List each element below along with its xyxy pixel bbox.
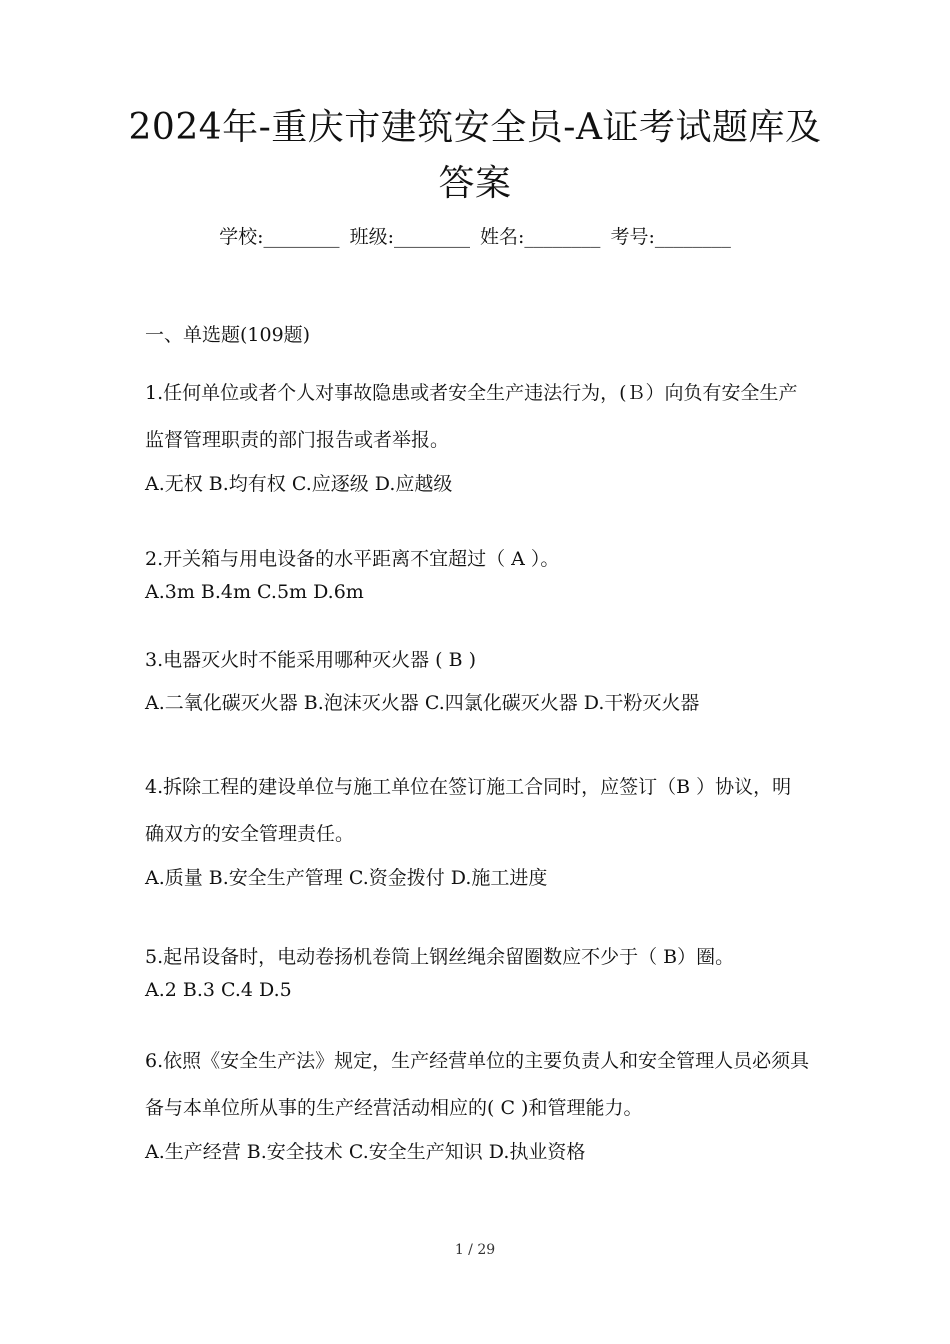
question-stem: 1.任何单位或者个人对事故隐患或者安全生产违法行为，(Ｂ）向负有安全生产监督管理职责的部门报告或者举报。 xyxy=(145,382,798,451)
question-options: A.3m B.4m C.5m D.6m xyxy=(145,581,364,603)
question-options: A.无权 B.均有权 C.应逐级 D.应越级 xyxy=(145,473,453,495)
class-field: 班级:________ xyxy=(349,226,470,248)
document-title: 2024年-重庆市建筑安全员-A证考试题库及答案 xyxy=(128,107,822,204)
school-field: 学校:________ xyxy=(219,226,340,248)
question-stem: 5.起吊设备时，电动卷扬机卷筒上钢丝绳余留圈数应不少于（ B）圈。 xyxy=(145,946,735,968)
question-6 xyxy=(145,1038,810,1168)
student-info-line xyxy=(0,222,950,252)
question-stem: 6.依照《安全生产法》规定，生产经营单位的主要负责人和安全管理人员必须具备与本单位所从事的生产经营活动相应的( C )和管理能力。 xyxy=(145,1050,810,1119)
question-options: A.质量 B.安全生产管理 C.资金拨付 D.施工进度 xyxy=(145,867,548,889)
question-3 xyxy=(145,643,810,719)
name-field: 姓名:________ xyxy=(480,226,601,248)
exam-number-field: 考号:________ xyxy=(610,226,731,248)
question-1 xyxy=(145,370,810,500)
question-stem: 3.电器灭火时不能采用哪种灭火器 ( B ) xyxy=(145,649,477,671)
question-4 xyxy=(145,764,810,894)
page-number: 1 / 29 xyxy=(454,1242,496,1258)
question-5 xyxy=(145,940,810,1006)
question-stem: 4.拆除工程的建设单位与施工单位在签订施工合同时，应签订（B ）协议，明确双方的安全管理责任。 xyxy=(145,776,792,845)
question-stem: 2.开关箱与用电设备的水平距离不宜超过（ A ）。 xyxy=(145,548,560,570)
question-options: A.生产经营 B.安全技术 C.安全生产知识 D.执业资格 xyxy=(145,1141,586,1163)
section-title: 一、单选题(109题) xyxy=(145,324,311,346)
question-options: A.2 B.3 C.4 D.5 xyxy=(145,979,292,1001)
question-2 xyxy=(145,542,810,608)
question-options: A.二氧化碳灭火器 B.泡沫灭火器 C.四氯化碳灭火器 D.干粉灭火器 xyxy=(145,692,700,714)
